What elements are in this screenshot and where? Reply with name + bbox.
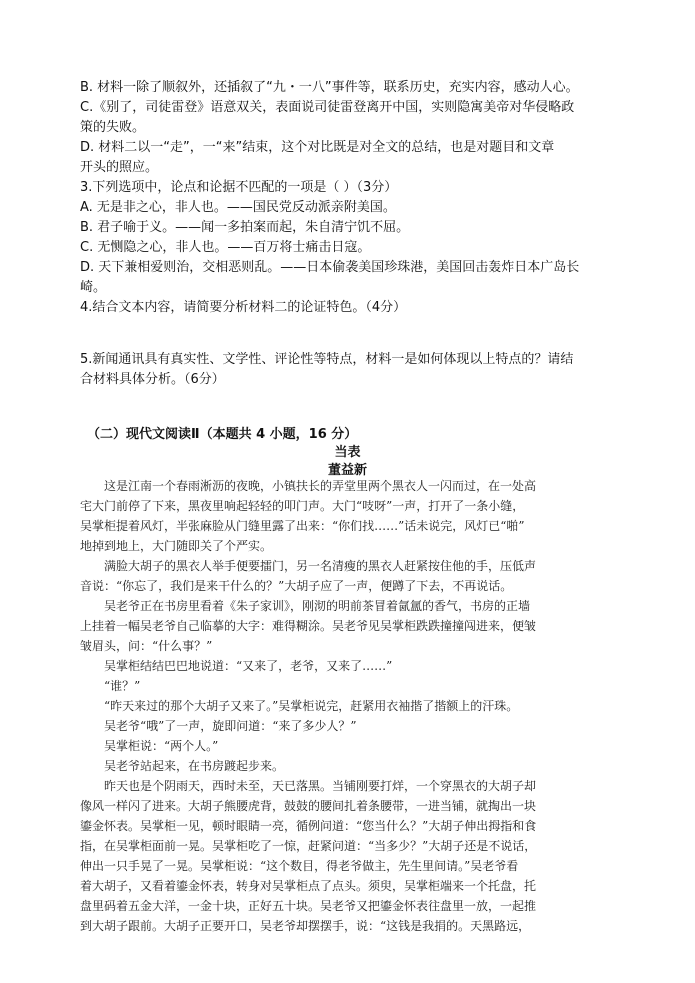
story-line: 这是江南一个春雨淅沥的夜晚，小镇扶长的弄堂里两个黑衣人一闪而过，在一处高 (104, 479, 537, 493)
question-line: 4.结合文本内容，请简要分析材料二的论证特色。（4分） (80, 300, 407, 315)
story-line: 吴老爷站起来，在书房踱起步来。 (104, 759, 285, 773)
story-line: 上挂着一幅吴老爷自己临摹的大字：难得糊涂。吴老爷见吴掌柜跌跌撞撞闯进来，便皱 (80, 619, 537, 633)
story-line: 吴掌柜说：“两个人。” (104, 739, 219, 753)
story-line: 吴掌柜结结巴巴地说道：“又来了，老爷，又来了……” (104, 659, 393, 673)
story-line: 音说：“你忘了，我们是来干什么的？”大胡子应了一声，便蹲了下去，不再说话。 (80, 579, 513, 593)
story-line: 盘里码着五金大洋，一金十块，正好五十块。吴老爷又把鎏金怀表往盘里一放，一起推 (80, 899, 537, 913)
story-line: 鎏金怀表。吴掌柜一见，顿时眼睛一亮，循例问道：“您当什么？”大胡子伸出拇指和食 (80, 819, 537, 833)
question-line: 3.下列选项中，论点和论据不匹配的一项是（ ）（3分） (80, 180, 398, 195)
story-line: “昨天来过的那个大胡子又来了。”吴掌柜说完，赶紧用衣袖揩了揩额上的汗珠。 (104, 699, 519, 713)
story-line: 昨天也是个阴雨天，西时未至，天已落黑。当铺刚要打烊，一个穿黑衣的大胡子却 (104, 779, 537, 793)
story-line: 地掉到地上，大门随即关了个严实。 (80, 539, 273, 553)
story-line: 满脸大胡子的黑衣人举手便要擂门，另一名清瘦的黑衣人赶紧按住他的手，压低声 (104, 559, 537, 573)
story-line: 皱眉头，问：“什么事？” (80, 639, 213, 653)
story-line: “谁？” (104, 679, 141, 693)
section-header: （二）现代文阅读Ⅱ（本题共 4 小题，16 分） (87, 427, 358, 442)
story-line: 指，在吴掌柜面前一晃。吴掌柜吃了一惊，赶紧问道：“当多少？”大胡子还是不说话， (80, 839, 537, 853)
question-line: 开头的照应。 (80, 160, 159, 175)
question-line: C.《别了，司徒雷登》语意双关，表面说司徒雷登离开中国，实则隐寓美帝对华侵略政 (80, 100, 575, 115)
question-line: B. 材料一除了顺叙外，还插叙了“九・一八”事件等，联系历史，充实内容，感动人心。 (80, 80, 579, 95)
question-line: D. 材料二以一“走”，一“来”结束，这个对比既是对全文的总结，也是对题目和文章 (80, 140, 555, 155)
story-line: 吴老爷“哦”了一声，旋即问道：“来了多少人？” (104, 719, 357, 733)
story-line: 伸出一只手晃了一晃。吴掌柜说：“这个数目，得老爷做主，先生里间请。”吴老爷看 (80, 859, 519, 873)
story-line: 宅大门前停了下来，黑夜里响起轻轻的叩门声。大门“吱呀”一声，打开了一条小缝， (80, 499, 525, 513)
question-line: D. 天下兼相爱则治，交相恶则乱。——日本偷袭美国珍珠港，美国回击轰炸日本广岛长 (80, 260, 580, 275)
question-line: 策的失败。 (80, 120, 146, 135)
story-line: 吴老爷正在书房里看着《朱子家训》，刚沏的明前茶冒着氤氲的香气，书房的正墙 (104, 599, 531, 613)
question-line: C. 无恻隐之心，非人也。——百万将士痛击日寇。 (80, 240, 371, 255)
story-line: 着大胡子，又看着鎏金怀表，转身对吴掌柜点了点头。须臾，吴掌柜端来一个托盘，托 (80, 879, 537, 893)
story-line: 到大胡子跟前。大胡子正要开口，吴老爷却摆摆手，说：“这钱是我捐的。天黑路远， (80, 919, 531, 933)
question-line: 崎。 (80, 280, 107, 295)
question-line: A. 无是非之心，非人也。——国民党反动派亲附美国。 (80, 200, 396, 215)
story-line: 像风一样闪了进来。大胡子熊腰虎背，鼓鼓的腰间扎着条腰带，一进当铺，就掏出一块 (80, 799, 537, 813)
story-title: 当表 (334, 445, 361, 460)
story-line: 吴掌柜提着风灯，半张麻脸从门缝里露了出来：“你们找……”话未说完，风灯已“啪” (80, 519, 525, 533)
story-body (80, 476, 620, 936)
question-line: 5.新闻通讯具有真实性、文学性、评论性等特点，材料一是如何体现以上特点的？请结 (80, 352, 574, 367)
question-line: 合材料具体分析。（6分） (80, 372, 225, 387)
questions-block (80, 78, 620, 318)
story-author: 董益新 (327, 463, 367, 478)
question-line: B. 君子喻于义。——闻一多拍案而起，朱自清宁饥不屈。 (80, 220, 410, 235)
question-5-block (80, 350, 620, 390)
